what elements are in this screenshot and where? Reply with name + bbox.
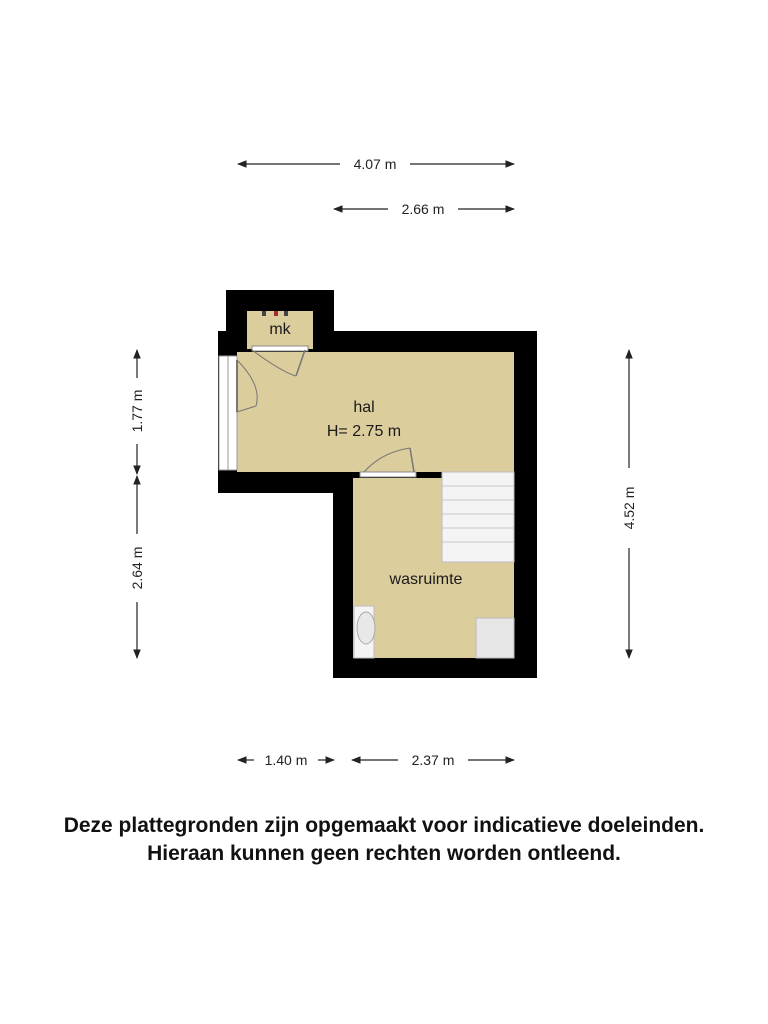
room-label-hal: hal <box>353 399 375 416</box>
dimension-bottom-right: 2.37 m <box>411 752 455 768</box>
meter-icon <box>262 311 266 316</box>
dimension-bottom-left: 1.40 m <box>264 752 308 768</box>
dimension-left-upper: 1.77 m <box>129 389 145 433</box>
disclaimer <box>0 812 768 868</box>
appliance-icon <box>476 618 514 658</box>
staircase <box>442 472 514 562</box>
room-label-wasruimte: wasruimte <box>389 571 463 588</box>
dimension-right-total: 4.52 m <box>621 486 637 530</box>
room-label-mk: mk <box>269 321 291 338</box>
room-height-hal: H= 2.75 m <box>326 423 402 440</box>
dimension-top-partial: 2.66 m <box>401 201 445 217</box>
dimension-left-lower: 2.64 m <box>129 546 145 590</box>
disclaimer-line-2: Hieraan kunnen geen rechten worden ontleend. <box>147 842 621 865</box>
dimension-top-total: 4.07 m <box>353 156 397 172</box>
disclaimer-line-1: Deze plattegronden zijn opgemaakt voor indicatieve doeleinden. <box>63 814 705 837</box>
floor-hal <box>237 352 514 472</box>
